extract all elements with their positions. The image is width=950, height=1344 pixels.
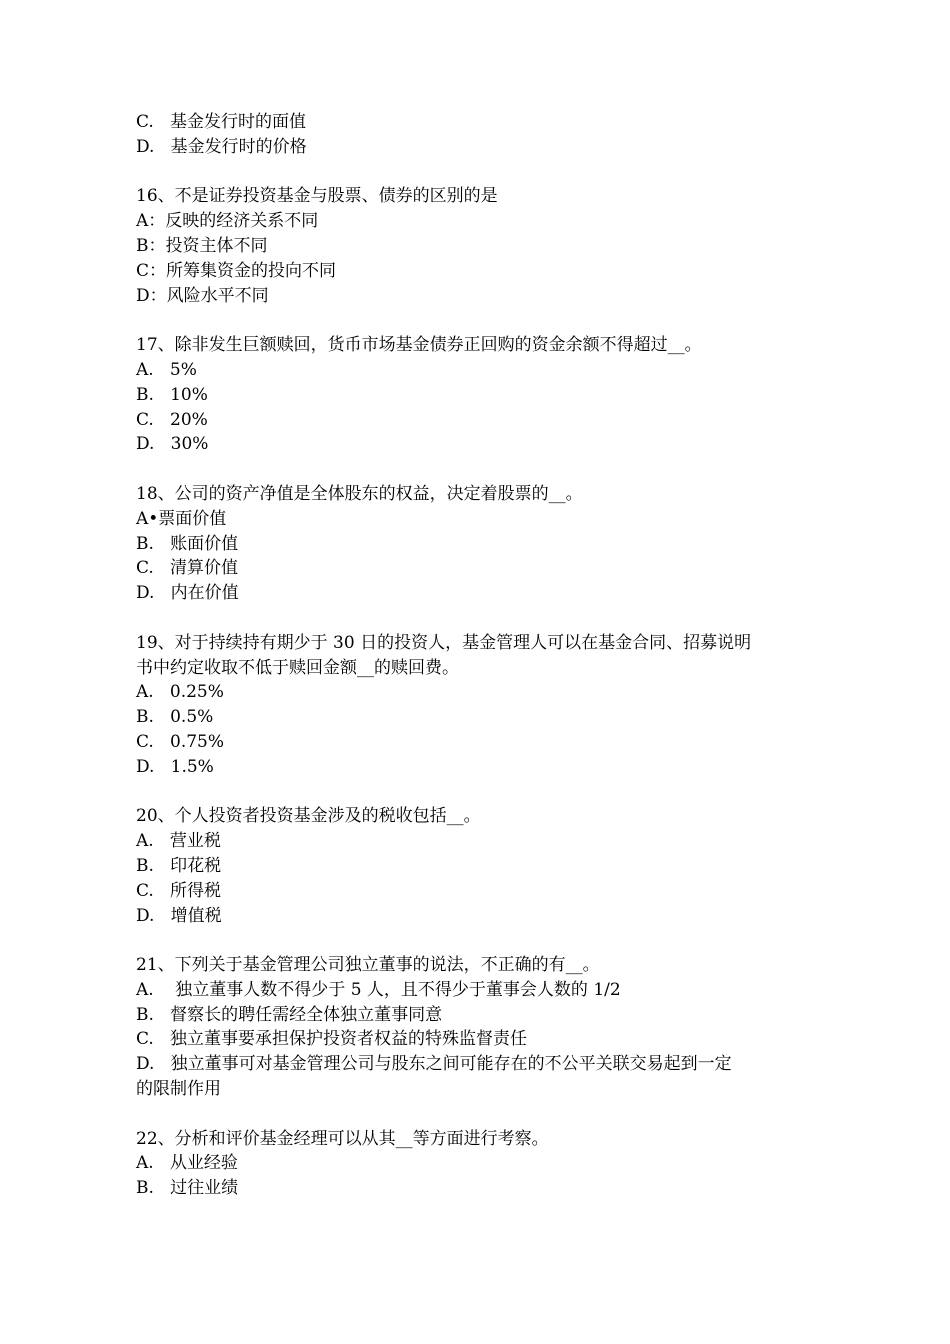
question-stem: 21、下列关于基金管理公司独立董事的说法，不正确的有__。 xyxy=(136,955,600,976)
question-18 xyxy=(136,482,826,606)
option-line: D：风险水平不同 xyxy=(136,285,269,306)
spacer xyxy=(136,928,826,953)
option-line: C. 0.75% xyxy=(136,731,225,752)
option-line: A. 5% xyxy=(136,359,197,380)
option-line: B. 10% xyxy=(136,384,208,405)
spacer xyxy=(136,1102,826,1127)
question-22 xyxy=(136,1127,826,1201)
option-line: C. 20% xyxy=(136,409,208,430)
spacer xyxy=(136,606,826,631)
option-line: C：所筹集资金的投向不同 xyxy=(136,260,337,281)
question-21 xyxy=(136,953,826,1102)
question-17 xyxy=(136,333,826,457)
carryover-options xyxy=(136,110,826,160)
question-16 xyxy=(136,184,826,308)
spacer xyxy=(136,780,826,805)
option-line: C. 所得税 xyxy=(136,880,222,901)
option-line: C. 清算价值 xyxy=(136,558,239,579)
question-stem: 19、对于持续持有期少于 30 日的投资人，基金管理人可以在基金合同、招募说明 xyxy=(136,632,752,653)
spacer xyxy=(136,160,826,185)
option-line: C. 基金发行时的面值 xyxy=(136,112,307,132)
option-line: B. 过往业绩 xyxy=(136,1178,239,1199)
option-line: A. 从业经验 xyxy=(136,1153,238,1174)
question-20 xyxy=(136,804,826,928)
option-line: B. 印花税 xyxy=(136,855,222,876)
option-line: A. 营业税 xyxy=(136,831,221,852)
option-line: B. 0.5% xyxy=(136,707,214,728)
option-line: D. 基金发行时的价格 xyxy=(136,136,307,157)
option-line: D. 独立董事可对基金管理公司与股东之间可能存在的不公平关联交易起到一定 xyxy=(136,1054,732,1075)
question-stem: 18、公司的资产净值是全体股东的权益，决定着股票的__。 xyxy=(136,483,583,504)
document-page xyxy=(136,110,826,1201)
question-stem: 20、个人投资者投资基金涉及的税收包括__。 xyxy=(136,806,481,827)
option-line: A•票面价值 xyxy=(136,508,227,529)
question-19 xyxy=(136,631,826,780)
spacer xyxy=(136,308,826,333)
option-line: B. 账面价值 xyxy=(136,533,239,554)
option-line: C. 独立董事要承担保护投资者权益的特殊监督责任 xyxy=(136,1029,528,1050)
option-line: A：反映的经济关系不同 xyxy=(136,211,319,232)
option-line-continued: 的限制作用 xyxy=(136,1079,221,1100)
question-stem: 17、除非发生巨额赎回，货币市场基金债券正回购的资金余额不得超过__。 xyxy=(136,335,702,356)
question-stem: 16、不是证券投资基金与股票、债券的区别的是 xyxy=(136,186,498,207)
option-line: D. 1.5% xyxy=(136,756,214,777)
spacer xyxy=(136,457,826,482)
option-line: A. 0.25% xyxy=(136,682,224,703)
option-line: B：投资主体不同 xyxy=(136,235,268,256)
option-line: A. 独立董事人数不得少于 5 人，且不得少于董事会人数的 1/2 xyxy=(136,979,621,1000)
option-line: B. 督察长的聘任需经全体独立董事同意 xyxy=(136,1004,443,1025)
option-line: D. 增值税 xyxy=(136,905,222,926)
option-line: D. 30% xyxy=(136,434,209,455)
question-stem-continued: 书中约定收取不低于赎回金额__的赎回费。 xyxy=(136,657,459,678)
question-stem: 22、分析和评价基金经理可以从其__等方面进行考察。 xyxy=(136,1128,549,1149)
option-line: D. 内在价值 xyxy=(136,583,239,604)
